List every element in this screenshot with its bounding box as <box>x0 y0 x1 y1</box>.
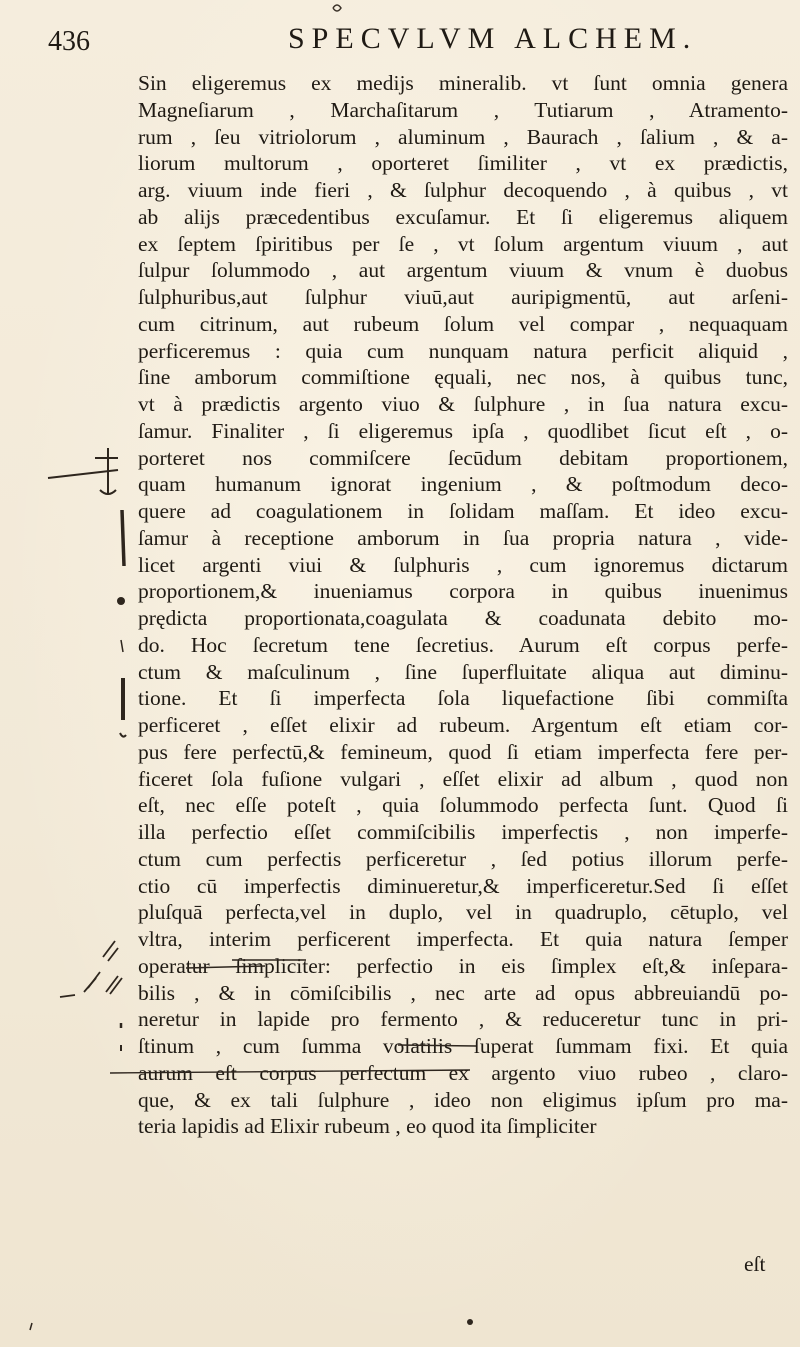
stray-ink-mark <box>30 1323 32 1330</box>
text-line: tione. Et ſi imperfecta ſola liquefactione ſibi commiſta <box>138 686 788 711</box>
text-line: ſamur. Finaliter , ſi eligeremus ipſa , quodlibet ſicut eſt , o- <box>138 418 788 443</box>
stray-ink-dot <box>467 1319 473 1325</box>
text-line: prędicta proportionata,coagulata & coadunata debito mo- <box>138 606 788 630</box>
text-line: ſtinum , cum ſumma volatilis ſuperat ſummam fixi. Et quia <box>138 1034 788 1058</box>
text-line: ficeret ſola fuſione vulgari , eſſet elixir ad album , quod non <box>138 766 788 791</box>
text-line: bilis , & in cōmiſcibilis , nec arte ad opus abbreuiandū po- <box>138 980 788 1005</box>
text-line: que, & ex tali ſulphure , ideo non eligimus ipſum pro ma- <box>138 1087 788 1112</box>
marginal-line-1 <box>122 510 124 566</box>
text-line: ctum & maſculinum , ſine ſuperfluitate aliqua aut diminu- <box>138 659 788 684</box>
text-line: perficeremus : quia cum nunquam natura perficit aliquid , <box>138 338 788 363</box>
text-line: ab alijs præcedentibus excuſamur. Et ſi eligeremus aliquem <box>138 204 788 229</box>
text-line: pus fere perfectū,& femineum, quod ſi etiam imperfecta fere per- <box>138 739 788 764</box>
ink-mark-top <box>333 5 341 11</box>
text-line: cum citrinum, aut rubeum ſolum vel compar , nequaquam <box>138 311 788 336</box>
text-line: Sin eligeremus ex medijs mineralib. vt ſunt omnia genera <box>138 71 788 95</box>
text-line: teria lapidis ad Elixir rubeum , eo quod ita ſimpliciter <box>138 1114 597 1139</box>
text-line: licet argenti viui & ſulphuris , cum ignoremus dictarum <box>138 552 788 577</box>
marginal-mark-small <box>121 640 123 652</box>
text-line: ſine amborum commiſtione ęquali, nec nos, à quibus tunc, <box>138 365 788 390</box>
text-line: eſt, nec eſſe poteſt , quia ſolummodo perfecta ſunt. Quod ſi <box>138 793 788 818</box>
text-line: ſulpur ſolummodo , aut argentum viuum & vnum è duobus <box>138 258 788 283</box>
text-line: pluſquā perfecta,vel in duplo, vel in quadruplo, cētuplo, vel <box>138 900 788 925</box>
marginal-dot <box>117 597 125 605</box>
text-line: quam humanum ignorat ingenium , & poſtmodum deco- <box>138 472 788 497</box>
marginal-slashes <box>60 941 122 997</box>
text-line: neretur in lapide pro fermento , & reduceretur tunc in pri- <box>138 1007 788 1032</box>
text-line: porteret nos commiſcere ſecūdum debitam proportionem, <box>138 445 788 470</box>
text-line: do. Hoc ſecretum tene ſecretius. Aurum eſt corpus perfe- <box>138 632 788 657</box>
text-line: vt à prædictis argento viuo & ſulphure , in ſua natura excu- <box>138 392 788 416</box>
marginal-tick <box>120 733 126 737</box>
text-line: operatur ſimpliciter: perfectio in eis ſimplex eſt,& inſepara- <box>138 953 788 978</box>
text-line: ctum cum perfectis perficeretur , ſed potius illorum perfe- <box>138 846 788 871</box>
body-text <box>138 70 798 1140</box>
text-line: arg. viuum inde fieri , & ſulphur decoquendo , à quibus , vt <box>138 178 788 202</box>
text-line: aurum eſt corpus perfectum ex argento viuo rubeo , claro- <box>138 1060 788 1085</box>
marginal-cross-mark <box>48 448 118 495</box>
text-line: proportionem,& inueniamus corpora in quibus inuenimus <box>138 579 788 604</box>
catchword: eſt <box>744 1252 766 1276</box>
text-line: ſamur à receptione amborum in ſua propria natura , vide- <box>138 525 788 550</box>
running-title: SPECVLVM ALCHEM. <box>288 22 698 55</box>
text-line: ctio cū imperfectis diminueretur,& imperficeretur.Sed ſi eſſet <box>138 873 788 898</box>
text-line: liorum multorum , oporteret ſimiliter , vt ex prædictis, <box>138 151 788 176</box>
text-line: Magneſiarum , Marchaſitarum , Tutiarum , Atramento- <box>138 97 788 122</box>
running-head <box>48 22 768 62</box>
page-number: 436 <box>48 26 90 57</box>
text-line: illa perfectio eſſet commiſcibilis imperfectis , non imperfe- <box>138 820 788 844</box>
text-line: ſulphuribus,aut ſulphur viuū,aut auripigmentū, aut arſeni- <box>138 285 788 309</box>
text-line: quere ad coagulationem in ſolidam maſſam. Et ideo excu- <box>138 499 788 523</box>
text-line: perficeret , eſſet elixir ad rubeum. Argentum eſt etiam cor- <box>138 713 788 737</box>
text-line: ex ſeptem ſpiritibus per ſe , vt ſolum argentum viuum , aut <box>138 231 788 256</box>
text-line: vltra, interim perficerent imperfecta. Et quia natura ſemper <box>138 927 788 951</box>
text-line: rum , ſeu vitriolorum , aluminum , Baurach , ſalium , & a- <box>138 124 788 149</box>
